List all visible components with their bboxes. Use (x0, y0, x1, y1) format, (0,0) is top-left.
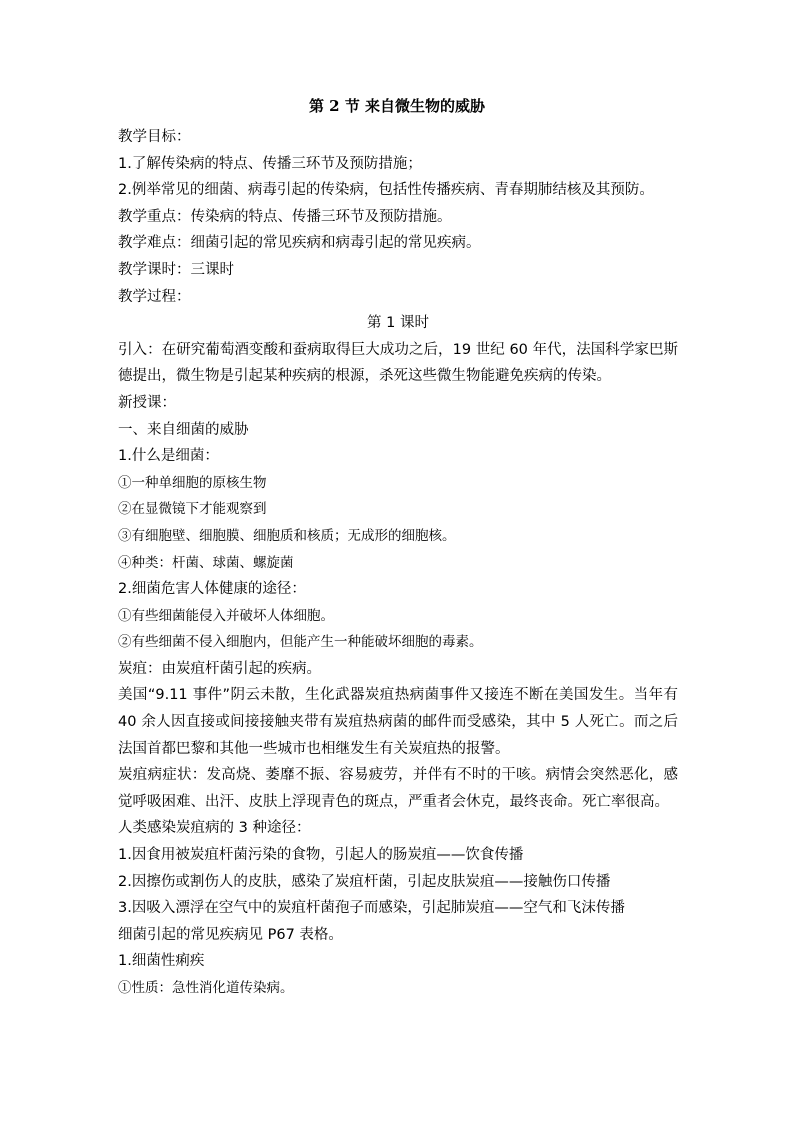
paragraph: ②有些细菌不侵入细胞内，但能产生一种能破坏细胞的毒素。 (118, 634, 483, 651)
paragraph: 2.细菌危害人体健康的途径： (118, 581, 306, 598)
paragraph: 炭疽：由炭疽杆菌引起的疾病。 (118, 660, 321, 677)
paragraph: 1.细菌性痢疾 (118, 953, 205, 970)
paragraph: 炭疽病症状：发高烧、萎靡不振、容易疲劳，并伴有不时的干咳。病情会突然恶化，感觉呼吸困难、出汗、皮肤上浮现青色的斑点，严重者会休克，最终丧命。死亡率很高。 (118, 767, 678, 810)
paragraph: 教学难点：细菌引起的常见疾病和病毒引起的常见疾病。 (118, 235, 481, 252)
paragraph: ②在显微镜下才能观察到 (118, 501, 267, 518)
paragraph: 2.因擦伤或割伤人的皮肤，感染了炭疽杆菌，引起皮肤炭疽——接触伤口传播 (118, 873, 611, 890)
paragraph: ④种类：杆菌、球菌、螺旋菌 (118, 554, 294, 571)
paragraph: 教学过程： (118, 288, 191, 305)
paragraph: 2.例举常见的细菌、病毒引起的传染病，包括性传播疾病、青春期肺结核及其预防。 (118, 182, 654, 199)
document-title: 第 2 节 来自微生物的威胁 (308, 97, 486, 115)
paragraph: 美国“9.11 事件”阴云未散，生化武器炭疽热病菌事件又接连不断在美国发生。当年有 40 余人因直接或间接接触夹带有炭疽热病菌的邮件而受感染，其中 5 人死亡。而之后法国首都巴黎和其他一些城市也相继发生有关炭疽热的报警。 (118, 687, 678, 757)
paragraph: 教学课时：三课时 (118, 261, 234, 278)
document-body (118, 124, 678, 1002)
section-heading: 第 1 课时 (367, 315, 429, 332)
paragraph: 教学目标： (118, 129, 191, 145)
paragraph: 1.了解传染病的特点、传播三环节及预防措施； (118, 155, 422, 172)
paragraph: 引入：在研究葡萄酒变酸和蚕病取得巨大成功之后，19 世纪 60 年代，法国科学家巴斯德提出，微生物是引起某种疾病的根源，杀死这些微生物能避免疾病的传染。 (118, 341, 678, 385)
paragraph: 1.什么是细菌： (118, 448, 219, 465)
paragraph: 细菌引起的常见疾病见 P67 表格。 (118, 926, 343, 943)
paragraph: 1.因食用被炭疽杆菌污染的食物，引起人的肠炭疽——饮食传播 (118, 847, 524, 864)
paragraph: ①性质：急性消化道传染病。 (118, 980, 294, 996)
paragraph: 新授课： (118, 394, 176, 411)
paragraph: ①有些细菌能侵入并破坏人体细胞。 (118, 607, 334, 624)
paragraph: 一、来自细菌的威胁 (118, 421, 249, 438)
paragraph: 教学重点：传染病的特点、传播三环节及预防措施。 (118, 208, 452, 225)
paragraph: 3.因吸入漂浮在空气中的炭疽杆菌孢子而感染，引起肺炭疽——空气和飞沫传播 (118, 900, 625, 917)
paragraph: ③有细胞壁、细胞膜、细胞质和核质；无成形的细胞核。 (118, 527, 456, 544)
paragraph: ①一种单细胞的原核生物 (118, 474, 267, 491)
paragraph: 人类感染炭疽病的 3 种途径： (118, 820, 311, 837)
